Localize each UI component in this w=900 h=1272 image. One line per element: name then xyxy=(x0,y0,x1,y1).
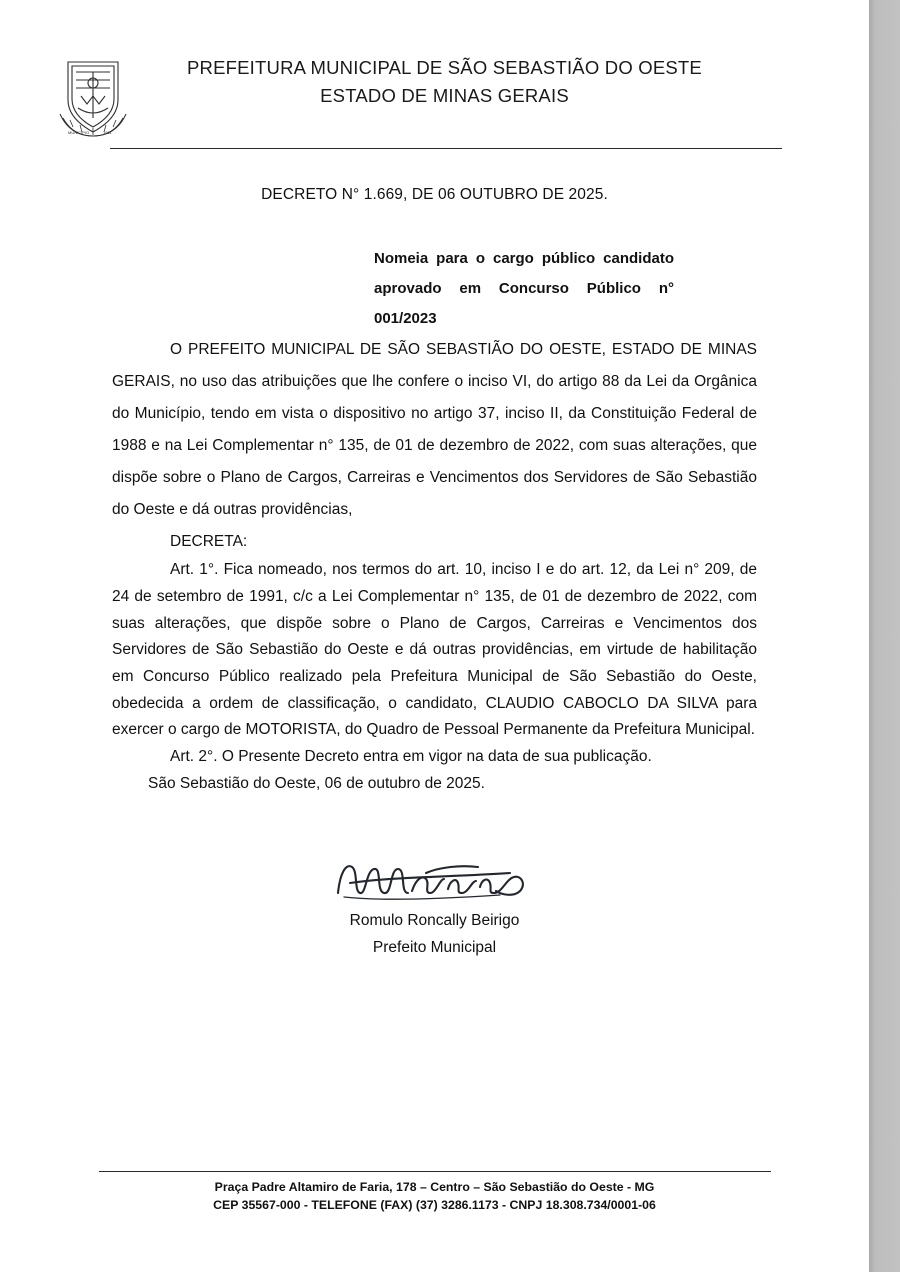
municipal-coat-of-arms-icon xyxy=(54,56,132,138)
header-divider xyxy=(110,148,782,149)
decree-number: DECRETO N° 1.669, DE 06 OUTUBRO DE 2025. xyxy=(261,186,608,203)
signature-block xyxy=(112,853,757,961)
place-and-date: São Sebastião do Oeste, 06 de outubro de 2025. xyxy=(148,774,485,792)
signer-role: Prefeito Municipal xyxy=(372,939,497,957)
document-footer xyxy=(0,1171,869,1214)
header-title-line-1: PREFEITURA MUNICIPAL DE SÃO SEBASTIÃO DO OESTE xyxy=(187,57,702,78)
decreta-label: DECRETA: xyxy=(170,532,248,550)
svg-text:1911: 1911 xyxy=(103,130,112,135)
svg-text:MUNICIPIO: MUNICIPIO xyxy=(68,130,90,135)
signer-name: Romulo Roncally Beirigo xyxy=(349,912,520,930)
document-body xyxy=(0,186,869,962)
article-1-paragraph: Art. 1°. Fica nomeado, nos termos do art. 10, inciso I e do art. 12, da Lei n° 209, de 24 de setembro de 1991, c/c a Lei Complementar n° 135, de 01 de dezembro de 2022, com suas alterações, que dispõe sobre o Plano de Cargos, Carreiras e Vencimentos dos Servidores de São Sebastião do Oeste e dá outras providências, em virtude de habilitação em Concurso Público realizado pela Prefeitura Municipal de São Sebastião do Oeste, obedecida a ordem de classificação, o candidato, CLAUDIO CABOCLO DA SILVA para exercer o cargo de MOTORISTA, do Quadro de Pessoal Permanente da Prefeitura Municipal. xyxy=(112,561,757,739)
document-header xyxy=(0,0,869,162)
preamble-paragraph: O PREFEITO MUNICIPAL DE SÃO SEBASTIÃO DO OESTE, ESTADO DE MINAS GERAIS, no uso das atribuições que lhe confere o inciso VI, do artigo 88 da Lei da Orgânica do Município, tendo em vista o dispositivo no artigo 37, inciso II, da Constituição Federal de 1988 e na Lei Complementar n° 135, de 01 de dezembro de 2022, com suas alterações, que dispõe sobre o Plano de Cargos, Carreiras e Vencimentos dos Servidores de São Sebastião do Oeste e dá outras providências, xyxy=(112,341,757,518)
footer-divider xyxy=(99,1171,771,1172)
page-edge-shadow xyxy=(869,0,900,1272)
article-2-paragraph: Art. 2°. O Presente Decreto entra em vigor na data de sua publicação. xyxy=(170,748,652,766)
footer-contact: CEP 35567-000 - TELEFONE (FAX) (37) 3286.1173 - CNPJ 18.308.734/0001-06 xyxy=(213,1197,656,1212)
decree-summary: Nomeia para o cargo público candidato aprovado em Concurso Público n° 001/2023 xyxy=(374,250,674,327)
header-title-line-2: ESTADO DE MINAS GERAIS xyxy=(320,84,569,106)
handwritten-signature-icon xyxy=(112,853,757,905)
footer-address: Praça Padre Altamiro de Faria, 178 – Centro – São Sebastião do Oeste - MG xyxy=(214,1180,655,1195)
